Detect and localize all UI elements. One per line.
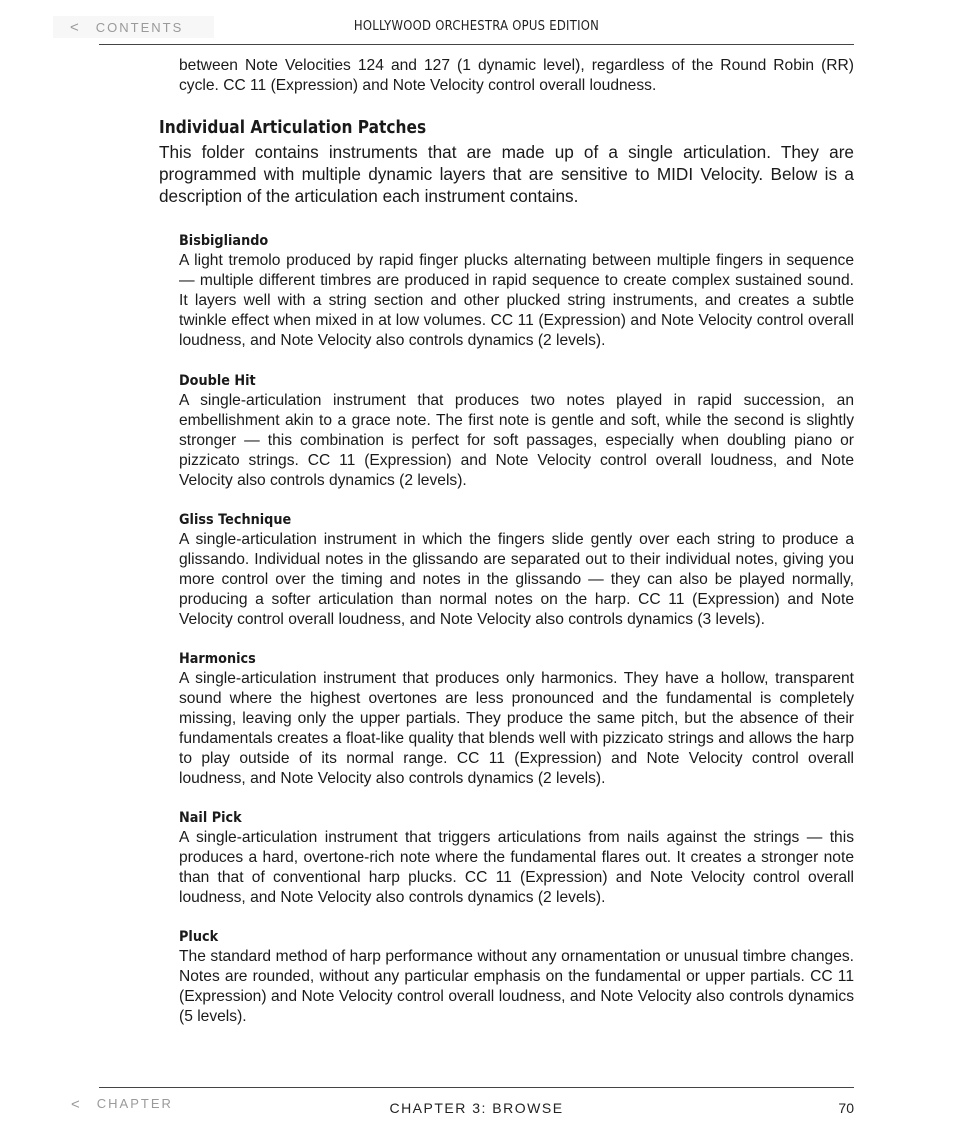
chevron-left-icon: < [71,1096,80,1113]
articulation-description: The standard method of harp performance without any ornamentation or unusual timbre changes. Notes are rounded, without any particular emphasis on the fundamental or upper partials. CC 11 (Expression) and Note Velocity control overall loudness, and Note Velocity also controls dynamics (5 levels). [179,948,854,1025]
articulation-description: A single-articulation instrument in which the fingers slide gently over each string to produce a glissando. Individual notes in the glissando are separated out to their individual notes, giving you more control over the timing and notes in the glissando — they can also be played normally, producing a softer articulation than normal notes on the harp. CC 11 (Expression) and Note Velocity control overall loudness, and Note Velocity also controls dynamics (3 levels). [179,531,854,628]
articulation-item-nail-pick [179,808,854,908]
articulation-description: A single-articulation instrument that produces two notes played in rapid succession, an embellishment akin to a grace note. The first note is gentle and soft, while the second is slightly stronger — this combination is perfect for soft passages, especially when doubling piano or pizzicato strings. CC 11 (Expression) and Note Velocity control overall loudness, and Note Velocity also controls dynamics (2 levels). [179,392,854,489]
section-heading: Individual Articulation Patches [159,118,427,138]
articulation-description: A single-articulation instrument that triggers articulations from nails against the strings — this produces a hard, overtone-rich note where the fundamental flares out. It creates a stronger note than that of conventional harp plucks. CC 11 (Expression) and Note Velocity control overall loudness, and Note Velocity also controls dynamics (2 levels). [179,829,854,906]
articulation-item-harmonics [179,649,854,788]
chapter-link-label: CHAPTER [96,1096,173,1111]
page-footer [71,1087,854,1118]
document-title: HOLLYWOOD ORCHESTRA OPUS EDITION [353,18,600,34]
articulation-item-gliss-technique [179,510,854,630]
continued-paragraph: between Note Velocities 124 and 127 (1 dynamic level), regardless of the Round Robin (RR) cycle. CC 11 (Expression) and Note Velocity control overall loudness. [179,57,854,94]
articulation-title: Double Hit [179,372,256,389]
chevron-left-icon: < [70,18,79,36]
section-description: This folder contains instruments that are made up of a single articulation. They are programmed with multiple dynamic layers that are sensitive to MIDI Velocity. Below is a description of the articulation each instrument contains. [159,142,854,206]
articulation-title: Gliss Technique [179,511,292,528]
articulation-description: A single-articulation instrument that produces only harmonics. They have a hollow, transparent sound where the highest overtones are less pronounced and the fundamental is completely missing, leaving only the upper partials. They produce the same pitch, but the absence of their fundamentals creates a float-like quality that blends well with pizzicato strings and allows the harp to play outside of its normal range. CC 11 (Expression) and Note Velocity control overall loudness, and Note Velocity also controls dynamics (2 levels). [179,670,854,787]
articulation-title: Bisbigliando [179,232,269,249]
chapter-title: CHAPTER 3: BROWSE [389,1100,564,1116]
page-number: 70 [838,1100,854,1116]
contents-label: CONTENTS [95,19,184,35]
articulation-item-pluck [179,927,854,1027]
articulation-description: A light tremolo produced by rapid finger plucks alternating between multiple fingers in sequence — multiple different timbres are produced in rapid sequence to create complex sustained sound. It layers well with a string section and other plucked string instruments, and creates a subtle twinkle effect when mixed in at low volumes. CC 11 (Expression) and Note Velocity control overall loudness, and Note Velocity also controls dynamics (2 levels). [179,252,854,349]
articulation-title: Harmonics [179,650,256,667]
articulation-item-double-hit [179,371,854,491]
page-header [70,14,854,45]
articulation-item-bisbigliando [179,231,854,351]
articulation-title: Nail Pick [179,809,242,826]
articulation-title: Pluck [179,928,219,945]
